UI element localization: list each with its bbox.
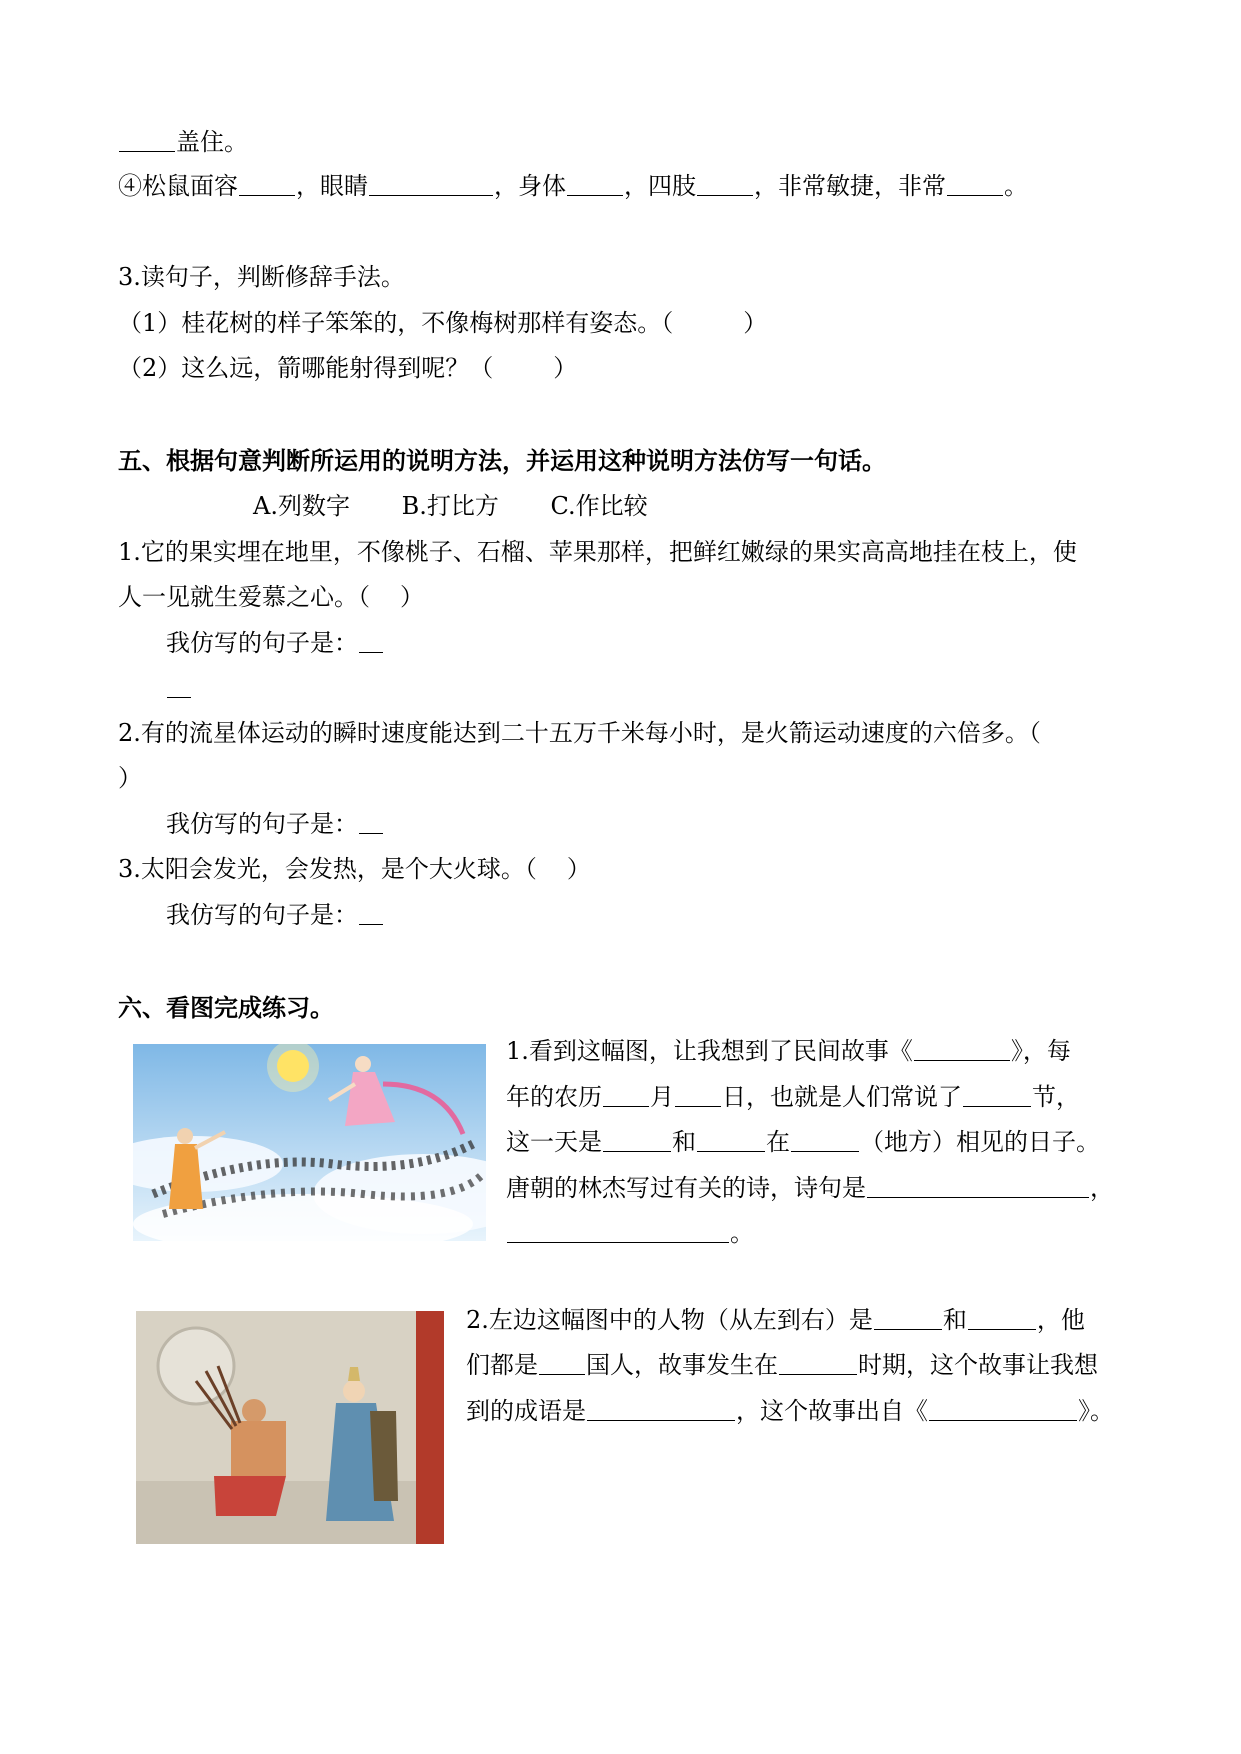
qixi-illustration [133,1044,486,1241]
sec6-p1-line-1: 1.看到这幅图，让我想到了民间故事《 》，每 [506,1037,1071,1065]
blank[interactable] [587,1398,735,1421]
blank[interactable] [539,1352,585,1375]
q3-sentence-1: （1）桂花树的样子笨笨的，不像梅树那样有姿态。（ ） [118,309,768,337]
blank[interactable] [359,630,383,653]
option-b: B.打比方 [401,492,499,520]
section-5-heading: 五、根据句意判断所运用的说明方法，并运用这种说明方法仿写一句话。 [118,447,886,475]
blank[interactable] [779,1352,857,1375]
option-c: C.作比较 [550,492,648,520]
q3-title: 3.读句子，判断修辞手法。 [118,263,405,291]
sec5-q1-line-1: 1.它的果实埋在地里，不像桃子、石榴、苹果那样，把鲜红嫩绿的果实高高地挂在枝上，使 [118,538,1077,566]
blank[interactable] [947,173,1003,196]
red-pillar [416,1311,444,1544]
sec5-q2-line-1: 2.有的流星体运动的瞬时速度能达到二十五万千米每小时，是火箭运动速度的六倍多。（ [118,719,1041,747]
blank[interactable] [567,173,623,196]
blank[interactable] [968,1307,1036,1330]
blank[interactable] [697,1129,765,1152]
blank[interactable] [369,173,493,196]
option-a: A.列数字 [253,492,350,520]
imitate-line-2: 我仿写的句子是： [166,809,384,839]
blank[interactable] [239,173,295,196]
blank[interactable] [119,129,175,152]
blank[interactable] [603,1084,649,1107]
blank[interactable] [874,1307,942,1330]
sec6-p1-line-2: 年的农历 月 日，也就是人们常说了 节， [506,1083,1080,1111]
sec6-p2-line-1: 2.左边这幅图中的人物（从左到右）是 和 ，他 [466,1306,1085,1334]
apology-illustration [136,1311,444,1544]
blank[interactable] [791,1129,859,1152]
imitate-line-3: 我仿写的句子是： [166,900,384,930]
sec6-p1-line-4: 唐朝的林杰写过有关的诗，诗句是 ， [506,1174,1114,1202]
top-line-1: 盖住。 [118,127,248,157]
blank[interactable] [359,811,383,834]
blank[interactable] [675,1084,721,1107]
sec6-p2-line-2: 们都是 国人，故事发生在 时期，这个故事让我想 [466,1351,1098,1379]
sec6-p1-line-5: 。 [506,1218,754,1248]
blank[interactable] [963,1084,1031,1107]
sec6-p1-line-3: 这一天是 和 在 （地方）相见的日子。 [506,1128,1100,1156]
sec5-q1-line-2: 人一见就生爱慕之心。（ ） [118,583,424,611]
blank[interactable] [929,1398,1077,1421]
section-6-heading: 六、看图完成练习。 [118,994,334,1022]
method-options [253,491,648,521]
blank[interactable] [359,902,383,925]
q3-sentence-2: （2）这么远，箭哪能射得到呢？（ ） [118,354,578,382]
blank[interactable] [167,675,191,698]
blank[interactable] [697,173,753,196]
blank[interactable] [867,1175,1089,1198]
blank[interactable] [914,1038,1010,1061]
sec5-q2-line-2: ） [118,764,142,792]
sec6-p2-line-3: 到的成语是 ，这个故事出自《 》。 [466,1397,1114,1425]
sec5-q3: 3.太阳会发光，会发热，是个大火球。（ ） [118,855,591,883]
top-line-2: ④松鼠面容 ，眼睛 ，身体 ，四肢 ，非常敏捷，非常 。 [118,172,1028,200]
imitate-continuation [166,673,192,703]
blank[interactable] [507,1220,729,1243]
imitate-line-1: 我仿写的句子是： [166,628,384,658]
blank[interactable] [603,1129,671,1152]
